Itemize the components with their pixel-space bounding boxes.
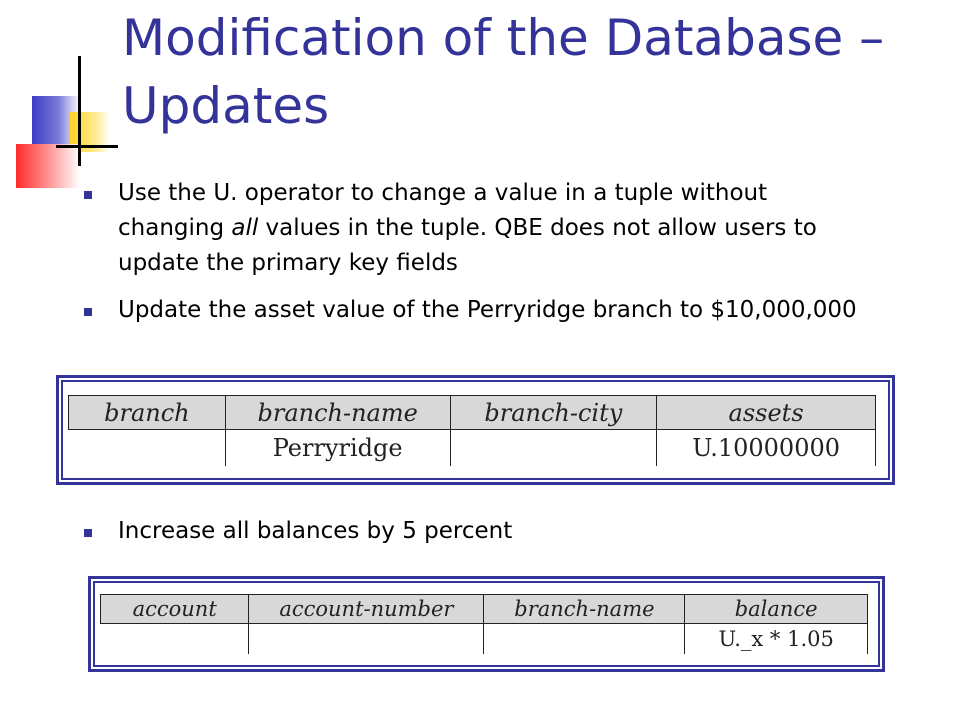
bullet-list bbox=[84, 176, 864, 340]
table-cell bbox=[249, 624, 484, 655]
table-cell bbox=[450, 430, 657, 467]
slide-title: Modification of the Database – Updates bbox=[122, 9, 885, 135]
table-header-cell: branch bbox=[69, 396, 226, 430]
bullet-text-part: Use the U. operator to change a value in a tuple without changing bbox=[118, 180, 768, 241]
table-cell bbox=[69, 430, 226, 467]
table-row bbox=[69, 430, 876, 467]
qbe-frame-branch bbox=[56, 375, 895, 485]
bullet-item bbox=[84, 176, 864, 281]
qbe-table-account bbox=[100, 594, 868, 654]
table-header-cell: branch-city bbox=[450, 396, 657, 430]
table-cell bbox=[484, 624, 685, 655]
bullet-marker bbox=[84, 191, 92, 199]
qbe-frame-account bbox=[88, 576, 885, 672]
bullet-marker bbox=[84, 308, 92, 316]
table-header-cell: balance bbox=[685, 595, 868, 624]
bullet-item bbox=[84, 514, 898, 549]
decorative-horizontal-line bbox=[56, 145, 118, 148]
table-cell bbox=[101, 624, 249, 655]
qbe-table-branch bbox=[68, 395, 876, 466]
table-header-cell: branch-name bbox=[225, 396, 450, 430]
bullet-emphasis: all bbox=[231, 215, 259, 241]
decorative-vertical-line bbox=[78, 56, 81, 166]
table-header-row bbox=[69, 396, 876, 430]
decorative-red-square bbox=[16, 144, 80, 188]
table-header-cell: assets bbox=[657, 396, 876, 430]
bullet-text: Update the asset value of the Perryridge branch to $10,000,000 bbox=[118, 297, 857, 323]
bullet-marker bbox=[84, 529, 92, 537]
bullet-text-part: values in the tuple. QBE does not allow users to update the primary key fields bbox=[118, 215, 817, 276]
bullet-text: Increase all balances by 5 percent bbox=[118, 518, 513, 544]
table-header-cell: account bbox=[101, 595, 249, 624]
table-row bbox=[101, 624, 868, 655]
table-cell: Perryridge bbox=[225, 430, 450, 467]
table-cell: U._x * 1.05 bbox=[685, 624, 868, 655]
table-header-row bbox=[101, 595, 868, 624]
table-cell: U.10000000 bbox=[657, 430, 876, 467]
bullet-item bbox=[84, 293, 864, 328]
table-header-cell: branch-name bbox=[484, 595, 685, 624]
table-header-cell: account-number bbox=[249, 595, 484, 624]
